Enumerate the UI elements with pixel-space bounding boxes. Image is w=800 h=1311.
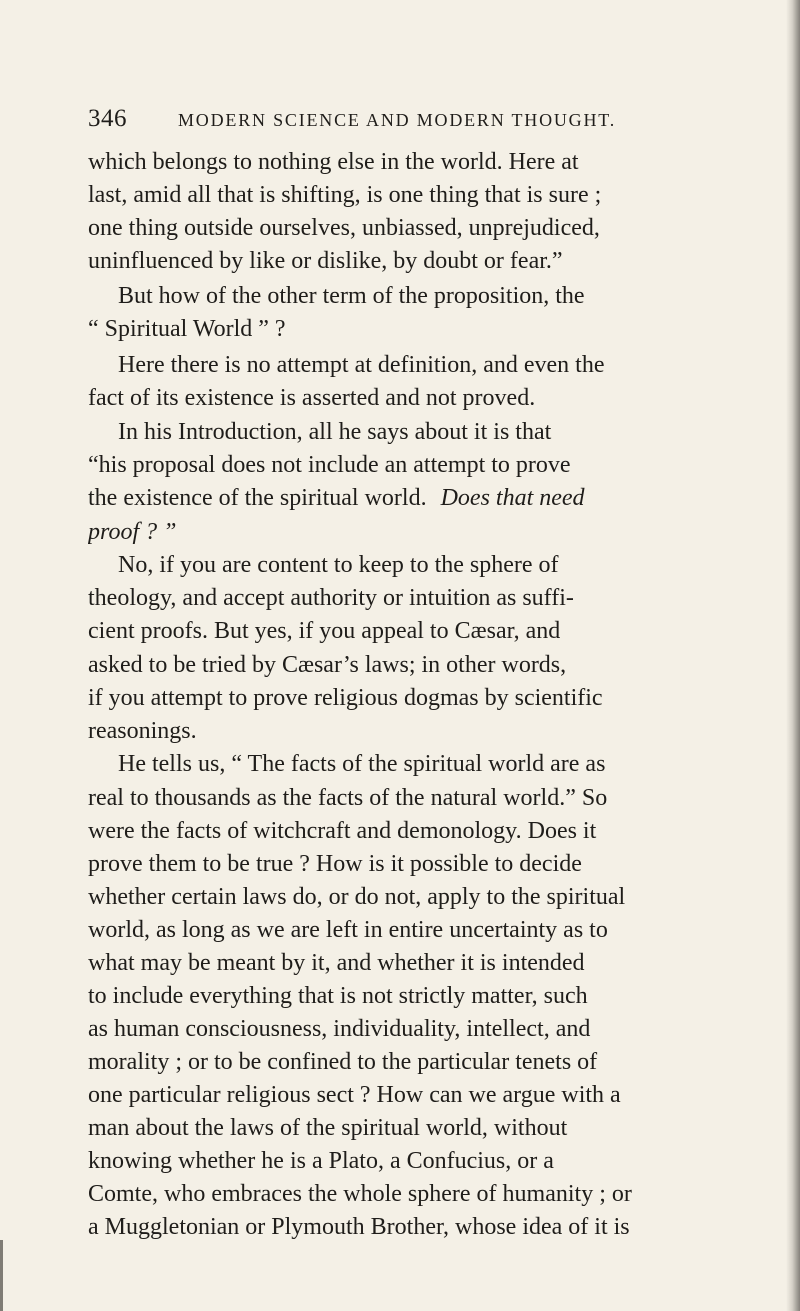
- text-line: a Muggletonian or Plymouth Brother, whose idea of it is: [88, 1214, 630, 1240]
- text-line: But how of the other term of the proposition, the: [118, 283, 585, 309]
- text-line: In his Introduction, all he says about it is that: [118, 419, 552, 445]
- text-line: world, as long as we are left in entire uncertainty as to: [88, 917, 608, 943]
- text-line: last, amid all that is shifting, is one thing that is sure ;: [88, 182, 602, 208]
- text-line: “ Spiritual World ” ?: [88, 316, 286, 342]
- text-line: He tells us, “ The facts of the spiritual world are as: [118, 751, 606, 777]
- text-line: real to thousands as the facts of the natural world.” So: [88, 785, 608, 811]
- text-line: which belongs to nothing else in the world. Here at: [88, 149, 579, 175]
- text-line: were the facts of witchcraft and demonology. Does it: [88, 818, 597, 844]
- text-line: No, if you are content to keep to the sphere of: [118, 552, 559, 578]
- page-edge-shadow: [786, 0, 800, 1311]
- text-line: man about the laws of the spiritual world, without: [88, 1115, 568, 1141]
- text-line: theology, and accept authority or intuition as suffi-: [88, 585, 574, 611]
- text-line: to include everything that is not strictly matter, such: [88, 983, 588, 1009]
- text-line: reasonings.: [88, 718, 197, 744]
- text-line: [88, 481, 768, 515]
- text-line: uninfluenced by like or dislike, by doubt or fear.”: [88, 248, 563, 274]
- text-line: asked to be tried by Cæsar’s laws; in other words,: [88, 652, 567, 678]
- text-segment: the existence of the spiritual world.: [88, 485, 427, 511]
- text-line: whether certain laws do, or do not, apply to the spiritual: [88, 884, 626, 910]
- text-line: Comte, who embraces the whole sphere of humanity ; or: [88, 1181, 632, 1207]
- text-line: as human consciousness, individuality, intellect, and: [88, 1016, 591, 1042]
- body-text: [88, 145, 768, 1285]
- text-line: morality ; or to be confined to the particular tenets of: [88, 1049, 598, 1075]
- text-line: proof ? ”: [88, 519, 177, 545]
- page-number: 346: [88, 105, 127, 132]
- text-line: knowing whether he is a Plato, a Confucius, or a: [88, 1148, 554, 1174]
- running-head: MODERN SCIENCE AND MODERN THOUGHT.: [178, 110, 617, 130]
- text-line: fact of its existence is asserted and not proved.: [88, 385, 536, 411]
- text-line: cient proofs. But yes, if you appeal to Cæsar, and: [88, 618, 561, 644]
- text-line: one particular religious sect ? How can we argue with a: [88, 1082, 621, 1108]
- text-line: what may be meant by it, and whether it is intended: [88, 950, 585, 976]
- italic-text-segment: Does that need: [440, 485, 585, 511]
- page-header: [88, 104, 768, 134]
- text-line: prove them to be true ? How is it possible to decide: [88, 851, 582, 877]
- text-line: “his proposal does not include an attempt to prove: [88, 452, 571, 478]
- text-line: Here there is no attempt at definition, and even the: [118, 352, 605, 378]
- text-line: if you attempt to prove religious dogmas by scientific: [88, 685, 603, 711]
- text-line: one thing outside ourselves, unbiassed, unprejudiced,: [88, 215, 600, 241]
- left-margin-mark: [0, 1240, 3, 1311]
